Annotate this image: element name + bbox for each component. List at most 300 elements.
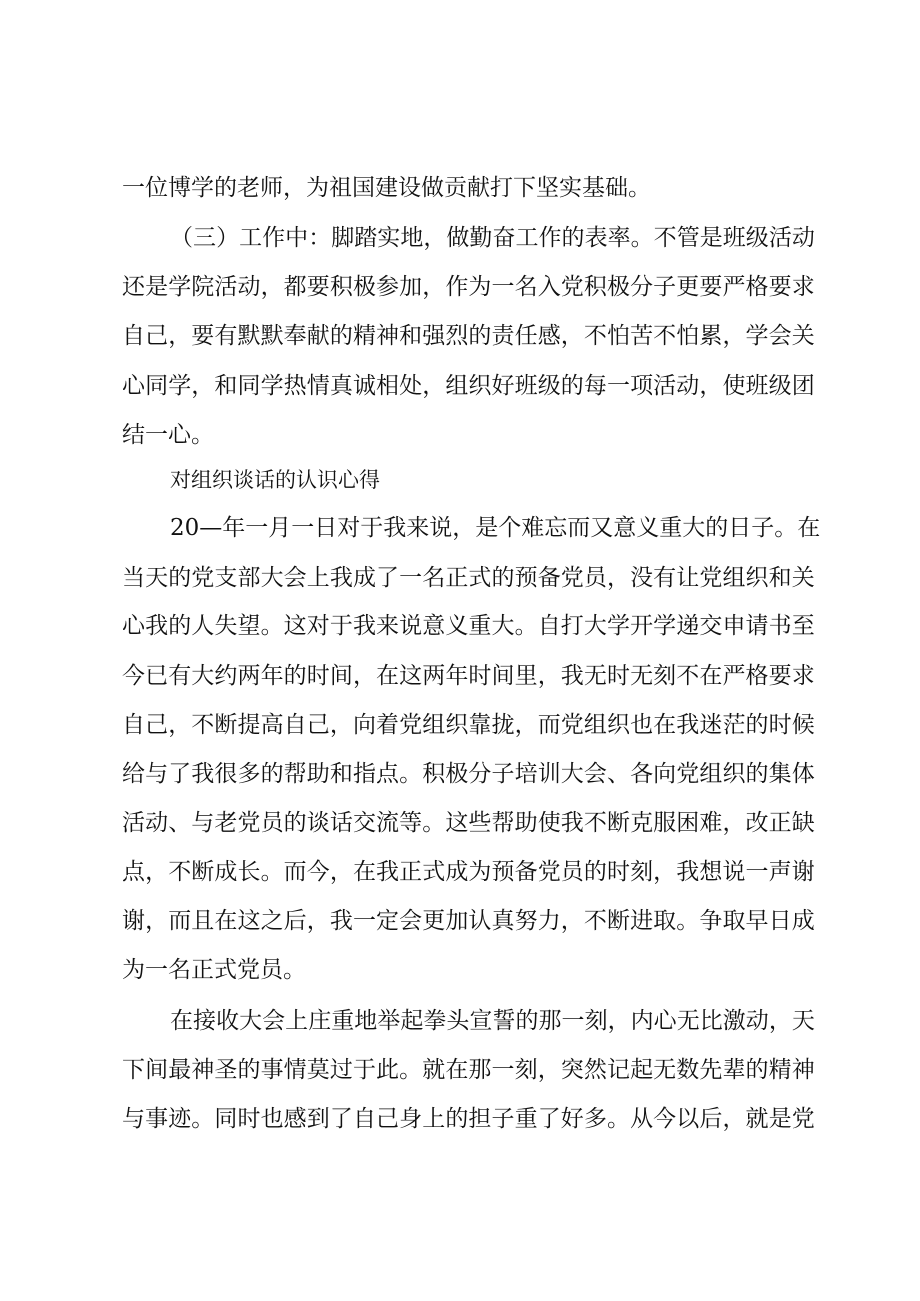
glyph: 中: [285, 225, 309, 251]
glyph: ，: [191, 373, 215, 399]
glyph: 成: [445, 859, 469, 885]
glyph: 党: [676, 761, 700, 787]
glyph: 的: [468, 323, 492, 349]
glyph: 学: [745, 323, 769, 349]
glyph: 党: [791, 1106, 815, 1132]
glyph: 改: [745, 810, 769, 836]
glyph: ，: [722, 810, 746, 836]
glyph: 此: [376, 1057, 400, 1083]
glyph: 大: [491, 613, 515, 639]
glyph: 记: [606, 1057, 630, 1083]
text-line: 一位博学的老师，为祖国建设做贡献打下坚实基础。: [122, 175, 651, 201]
glyph: 那: [538, 1008, 562, 1034]
glyph: 我: [145, 613, 169, 639]
glyph: 一: [745, 859, 769, 885]
glyph: 不: [653, 225, 677, 251]
glyph: 献: [306, 323, 330, 349]
glyph: 好: [560, 1106, 584, 1132]
glyph: 严: [722, 274, 746, 300]
glyph: 早: [745, 908, 769, 934]
glyph: 热: [283, 373, 307, 399]
glyph: 至: [791, 613, 815, 639]
glyph: 加: [445, 908, 469, 934]
glyph: 组: [722, 565, 746, 591]
glyph: 组: [422, 712, 446, 738]
glyph: 和: [768, 565, 792, 591]
glyph: 刻: [630, 859, 654, 885]
glyph: 服: [653, 810, 677, 836]
glyph: 的: [745, 712, 769, 738]
text-line: [0, 606, 920, 646]
glyph: 员: [260, 810, 284, 836]
glyph: 自: [537, 613, 561, 639]
glyph: 在: [445, 1057, 469, 1083]
glyph: 不: [191, 712, 215, 738]
glyph: 正: [445, 565, 469, 591]
glyph: 动: [676, 373, 700, 399]
glyph: 一: [291, 515, 315, 541]
glyph: 的: [560, 373, 584, 399]
glyph: ，: [722, 323, 746, 349]
glyph: 自: [122, 712, 145, 738]
text-line: [0, 803, 920, 843]
glyph: （: [170, 225, 193, 251]
glyph: 感: [283, 1106, 307, 1132]
glyph: ，: [329, 859, 353, 885]
glyph: 在: [214, 908, 238, 934]
glyph: 间: [329, 663, 353, 689]
glyph: 点: [376, 761, 400, 787]
glyph: 我: [352, 613, 376, 639]
glyph: 而: [168, 908, 192, 934]
glyph: 对: [337, 515, 361, 541]
glyph: 候: [791, 712, 815, 738]
text-line: 结一心。: [122, 422, 214, 448]
glyph: 两: [422, 663, 446, 689]
glyph: 都: [283, 274, 307, 300]
text-line: [0, 267, 920, 307]
glyph: 起: [630, 1057, 654, 1083]
glyph: 最: [168, 1057, 192, 1083]
glyph: 2: [170, 515, 185, 541]
glyph: 班: [745, 373, 769, 399]
glyph: 管: [676, 225, 700, 251]
glyph: 积: [422, 761, 446, 787]
glyph: 同: [214, 1106, 238, 1132]
glyph: 让: [676, 565, 700, 591]
glyph: 学: [653, 613, 677, 639]
text-line: [0, 366, 920, 406]
glyph: 在: [653, 712, 677, 738]
glyph: ，: [722, 1106, 746, 1132]
glyph: 员: [560, 859, 584, 885]
glyph: 多: [583, 1106, 607, 1132]
glyph: 大: [191, 663, 215, 689]
glyph: 又: [590, 515, 614, 541]
glyph: 。: [260, 859, 284, 885]
glyph: 着: [376, 712, 400, 738]
glyph: 的: [237, 1057, 261, 1083]
glyph: 的: [283, 663, 307, 689]
section-heading: 对组织谈话的认识心得: [170, 468, 380, 492]
glyph: 己: [145, 712, 169, 738]
glyph: 流: [376, 810, 400, 836]
glyph: 后: [699, 1106, 723, 1132]
glyph: 体: [791, 761, 815, 787]
glyph: 于: [329, 613, 353, 639]
glyph: 递: [676, 613, 700, 639]
glyph: 处: [399, 373, 423, 399]
glyph: 活: [768, 225, 792, 251]
glyph: 分: [630, 274, 654, 300]
glyph: 我: [676, 859, 700, 885]
glyph: 组: [583, 712, 607, 738]
glyph: 书: [768, 613, 792, 639]
glyph: 上: [306, 565, 330, 591]
glyph: 的: [260, 761, 284, 787]
glyph: 支: [214, 565, 238, 591]
glyph: 天: [145, 565, 169, 591]
glyph: 义: [445, 613, 469, 639]
glyph: 说: [722, 859, 746, 885]
glyph: 断: [214, 712, 238, 738]
glyph: 织: [745, 565, 769, 591]
glyph: 意: [613, 515, 637, 541]
glyph: 动: [237, 274, 261, 300]
glyph: 就: [745, 1106, 769, 1132]
text-line: [0, 901, 920, 941]
glyph: 诚: [352, 373, 376, 399]
glyph: 在: [376, 663, 400, 689]
glyph: 重: [659, 515, 683, 541]
glyph: 而: [537, 712, 561, 738]
glyph: 自: [122, 323, 145, 349]
glyph: 帮: [283, 761, 307, 787]
glyph: 不: [583, 323, 607, 349]
glyph: 时: [468, 663, 492, 689]
glyph: 极: [606, 274, 630, 300]
glyph: 在: [170, 1008, 193, 1034]
glyph: 内: [630, 1008, 654, 1034]
glyph: 好: [491, 373, 515, 399]
glyph: 三: [193, 225, 217, 251]
glyph: ：: [308, 225, 332, 251]
glyph: 月: [268, 515, 292, 541]
glyph: 与: [122, 1106, 145, 1132]
glyph: 情: [306, 373, 330, 399]
glyph: 那: [468, 1057, 492, 1083]
glyph: 一: [352, 908, 376, 934]
glyph: 我: [560, 663, 584, 689]
text-line: [0, 558, 920, 598]
glyph: 员: [583, 565, 607, 591]
glyph: 率: [607, 225, 631, 251]
glyph: 为: [468, 274, 492, 300]
glyph: 是: [475, 515, 499, 541]
glyph: 真: [329, 373, 353, 399]
glyph: 求: [791, 274, 815, 300]
glyph: 每: [583, 373, 607, 399]
glyph: ，: [145, 859, 169, 885]
glyph: 声: [768, 859, 792, 885]
glyph: 年: [222, 515, 246, 541]
glyph: 心: [653, 1008, 677, 1034]
glyph: 同: [145, 373, 169, 399]
glyph: 和: [399, 323, 423, 349]
glyph: 定: [376, 908, 400, 934]
glyph: 要: [699, 274, 723, 300]
glyph: 刻: [514, 1057, 538, 1083]
glyph: 无: [630, 663, 654, 689]
glyph: 成: [214, 859, 238, 885]
glyph: 激: [722, 1008, 746, 1034]
glyph: 在: [699, 663, 723, 689]
glyph: 组: [699, 761, 723, 787]
glyph: 多: [237, 761, 261, 787]
glyph: 子: [491, 1106, 515, 1132]
glyph: 入: [537, 274, 561, 300]
glyph: 迷: [699, 712, 723, 738]
glyph: 备: [537, 565, 561, 591]
glyph: ，: [768, 1008, 792, 1034]
glyph: 0: [184, 515, 200, 541]
glyph: 党: [560, 565, 584, 591]
glyph: 靠: [468, 712, 492, 738]
glyph: 我: [191, 761, 215, 787]
glyph: 一: [561, 1008, 585, 1034]
glyph: 为: [468, 859, 492, 885]
glyph: 请: [745, 613, 769, 639]
glyph: ，: [168, 712, 192, 738]
glyph: 党: [560, 712, 584, 738]
glyph: 和: [214, 373, 238, 399]
glyph: 老: [214, 810, 238, 836]
glyph: 的: [745, 1057, 769, 1083]
glyph: 这: [283, 613, 307, 639]
glyph: 克: [630, 810, 654, 836]
glyph: 今: [306, 859, 330, 885]
glyph: 一: [245, 515, 269, 541]
glyph: ，: [514, 712, 538, 738]
glyph: 累: [699, 323, 723, 349]
glyph: 时: [606, 859, 630, 885]
glyph: —: [199, 515, 223, 541]
glyph: 活: [653, 373, 677, 399]
glyph: 名: [514, 274, 538, 300]
glyph: 谢: [791, 859, 815, 885]
glyph: 大: [583, 613, 607, 639]
glyph: 表: [584, 225, 608, 251]
glyph: 有: [168, 663, 192, 689]
glyph: 就: [422, 1057, 446, 1083]
glyph: 且: [191, 908, 215, 934]
glyph: 重: [468, 613, 492, 639]
glyph: 与: [145, 761, 169, 787]
glyph: 。: [399, 1057, 423, 1083]
glyph: 极: [352, 274, 376, 300]
glyph: 级: [537, 373, 561, 399]
glyph: ，: [699, 373, 723, 399]
glyph: 大: [560, 761, 584, 787]
glyph: 比: [699, 1008, 723, 1034]
glyph: 织: [606, 712, 630, 738]
glyph: 茫: [722, 712, 746, 738]
glyph: 以: [676, 1106, 700, 1132]
glyph: 己: [376, 1106, 400, 1132]
text-line: [0, 656, 920, 696]
glyph: 。: [260, 613, 284, 639]
glyph: 打: [560, 613, 584, 639]
glyph: 作: [445, 274, 469, 300]
glyph: ，: [452, 515, 476, 541]
glyph: 无: [583, 663, 607, 689]
glyph: 怕: [676, 323, 700, 349]
glyph: 刻: [584, 1008, 608, 1034]
text-line: [0, 316, 920, 356]
glyph: 谈: [306, 810, 330, 836]
glyph: 点: [122, 859, 145, 885]
glyph: 名: [422, 565, 446, 591]
glyph: 举: [377, 1008, 401, 1034]
glyph: 是: [145, 274, 169, 300]
glyph: 踏: [354, 225, 378, 251]
glyph: 个: [498, 515, 522, 541]
glyph: 责: [491, 323, 515, 349]
glyph: 是: [768, 1106, 792, 1132]
glyph: 拳: [423, 1008, 447, 1034]
glyph: 极: [445, 761, 469, 787]
glyph: 脚: [331, 225, 355, 251]
glyph: 做: [446, 225, 470, 251]
glyph: 己: [145, 323, 169, 349]
glyph: 的: [329, 323, 353, 349]
glyph: 团: [791, 373, 815, 399]
glyph: 学: [260, 373, 284, 399]
glyph: 而: [283, 859, 307, 885]
glyph: 苦: [630, 323, 654, 349]
glyph: 上: [285, 1008, 309, 1034]
glyph: 会: [399, 908, 423, 934]
glyph: ，: [606, 565, 630, 591]
glyph: 事: [260, 1057, 284, 1083]
glyph: 时: [768, 712, 792, 738]
glyph: 没: [630, 565, 654, 591]
glyph: 有: [653, 565, 677, 591]
glyph: 实: [377, 225, 401, 251]
glyph: 怕: [606, 323, 630, 349]
glyph: 我: [383, 515, 407, 541]
glyph: 活: [214, 274, 238, 300]
glyph: 强: [422, 323, 446, 349]
glyph: 的: [583, 859, 607, 885]
glyph: 。: [774, 515, 798, 541]
glyph: 级: [745, 225, 769, 251]
glyph: 不: [168, 859, 192, 885]
glyph: 一: [491, 1057, 515, 1083]
glyph: 预: [491, 859, 515, 885]
glyph: ，: [329, 712, 353, 738]
glyph: 关: [791, 323, 815, 349]
glyph: ）: [216, 225, 240, 251]
glyph: 誓: [492, 1008, 516, 1034]
glyph: 神: [191, 1057, 215, 1083]
glyph: 一: [399, 565, 423, 591]
glyph: 预: [514, 565, 538, 591]
glyph: 断: [606, 810, 630, 836]
glyph: 会: [262, 1008, 286, 1034]
glyph: ，: [306, 908, 330, 934]
glyph: 了: [376, 565, 400, 591]
glyph: 莫: [306, 1057, 330, 1083]
glyph: 的: [283, 810, 307, 836]
glyph: 要: [768, 274, 792, 300]
glyph: 织: [445, 712, 469, 738]
glyph: 交: [352, 810, 376, 836]
glyph: 重: [331, 1008, 355, 1034]
glyph: 大: [239, 1008, 263, 1034]
glyph: 身: [399, 1106, 423, 1132]
glyph: ，: [422, 274, 446, 300]
glyph: 的: [745, 761, 769, 787]
glyph: 先: [699, 1057, 723, 1083]
glyph: 一: [491, 274, 515, 300]
glyph: 从: [630, 1106, 654, 1132]
glyph: 困: [676, 810, 700, 836]
glyph: 已: [145, 663, 169, 689]
glyph: 子: [751, 515, 775, 541]
glyph: 然: [583, 1057, 607, 1083]
glyph: 当: [122, 565, 145, 591]
glyph: 大: [682, 515, 706, 541]
glyph: 各: [630, 761, 654, 787]
glyph: 积: [583, 274, 607, 300]
glyph: 日: [768, 908, 792, 934]
glyph: 谢: [122, 908, 145, 934]
glyph: 。: [676, 908, 700, 934]
text-line: [0, 508, 920, 548]
glyph: 上: [422, 1106, 446, 1132]
glyph: 今: [653, 1106, 677, 1132]
glyph: 奉: [283, 323, 307, 349]
glyph: 感: [537, 323, 561, 349]
glyph: 提: [237, 712, 261, 738]
glyph: 参: [376, 274, 400, 300]
glyph: 庄: [308, 1008, 332, 1034]
glyph: 真: [491, 908, 515, 934]
glyph: ，: [537, 663, 561, 689]
glyph: 成: [791, 908, 815, 934]
glyph: 认: [468, 908, 492, 934]
glyph: 意: [422, 613, 446, 639]
glyph: 来: [376, 613, 400, 639]
glyph: ，: [260, 274, 284, 300]
glyph: 自: [352, 1106, 376, 1132]
glyph: 日: [728, 515, 752, 541]
glyph: 义: [636, 515, 660, 541]
glyph: 取: [653, 908, 677, 934]
glyph: 的: [168, 565, 192, 591]
glyph: 于: [352, 1057, 376, 1083]
glyph: 式: [422, 859, 446, 885]
glyph: ，: [168, 323, 192, 349]
glyph: 不: [583, 810, 607, 836]
glyph: 取: [722, 908, 746, 934]
text-line: [0, 852, 920, 892]
glyph: 更: [422, 908, 446, 934]
glyph: 辈: [722, 1057, 746, 1083]
glyph: 很: [214, 761, 238, 787]
glyph: 集: [768, 761, 792, 787]
